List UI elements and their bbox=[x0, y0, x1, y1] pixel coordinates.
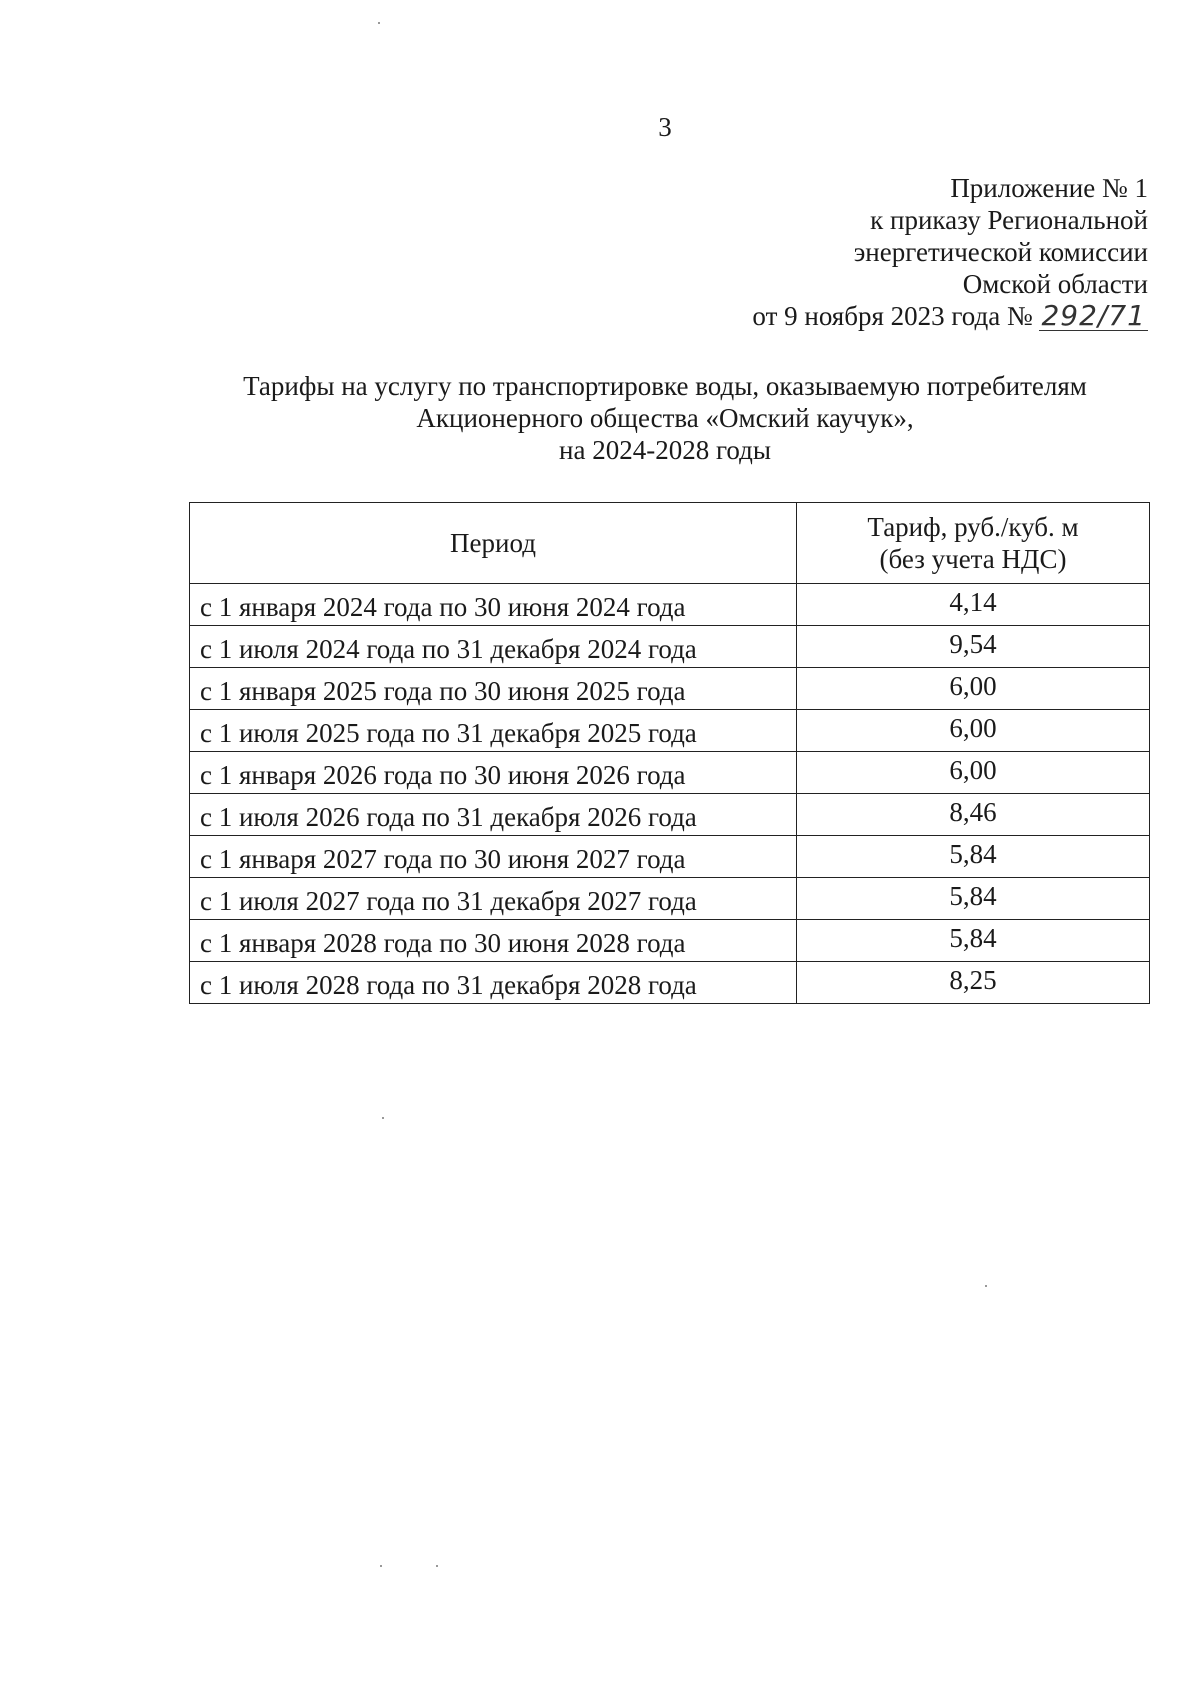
title-line-1: Тарифы на услугу по транспортировке воды, оказываемую потребителям bbox=[243, 371, 1087, 401]
period-cell: с 1 января 2026 года по 30 июня 2026 года bbox=[190, 752, 797, 794]
document-title bbox=[140, 370, 1190, 466]
handwritten-order-number: 292/71 bbox=[1041, 299, 1146, 332]
title-line-3: на 2024-2028 годы bbox=[559, 435, 771, 465]
tariff-cell: 6,00 bbox=[797, 710, 1150, 752]
appendix-title: Приложение № 1 bbox=[950, 173, 1148, 203]
table-row bbox=[190, 962, 1150, 1004]
tariff-cell: 8,25 bbox=[797, 962, 1150, 1004]
tariff-cell: 5,84 bbox=[797, 920, 1150, 962]
tariff-cell: 5,84 bbox=[797, 878, 1150, 920]
table-row bbox=[190, 878, 1150, 920]
tariff-cell: 8,46 bbox=[797, 794, 1150, 836]
table-row bbox=[190, 710, 1150, 752]
table-row bbox=[190, 920, 1150, 962]
scan-speck bbox=[380, 1565, 382, 1567]
tariff-cell: 4,14 bbox=[797, 584, 1150, 626]
tariff-cell: 5,84 bbox=[797, 836, 1150, 878]
period-cell: с 1 июля 2027 года по 31 декабря 2027 года bbox=[190, 878, 797, 920]
period-cell: с 1 июля 2026 года по 31 декабря 2026 года bbox=[190, 794, 797, 836]
period-cell: с 1 января 2024 года по 30 июня 2024 года bbox=[190, 584, 797, 626]
tariff-cell: 6,00 bbox=[797, 668, 1150, 710]
scan-speck bbox=[382, 1117, 384, 1119]
header-tariff-line-2: (без учета НДС) bbox=[879, 544, 1067, 574]
appendix-order-ref: к приказу Региональной bbox=[870, 205, 1148, 235]
table-header-row bbox=[190, 503, 1150, 584]
tariff-cell: 9,54 bbox=[797, 626, 1150, 668]
appendix-block bbox=[548, 172, 1148, 332]
scan-speck bbox=[436, 1565, 438, 1567]
period-cell: с 1 января 2027 года по 30 июня 2027 года bbox=[190, 836, 797, 878]
page-number: 3 bbox=[658, 112, 672, 142]
title-line-2: Акционерного общества «Омский каучук», bbox=[416, 403, 914, 433]
period-cell: с 1 января 2025 года по 30 июня 2025 года bbox=[190, 668, 797, 710]
scan-speck bbox=[378, 22, 380, 24]
appendix-date-line bbox=[548, 300, 1148, 332]
tariff-table-body bbox=[190, 584, 1150, 1004]
appendix-date: от 9 ноября 2023 года № bbox=[752, 301, 1033, 331]
header-tariff-line-1: Тариф, руб./куб. м bbox=[867, 512, 1079, 542]
appendix-region: Омской области bbox=[962, 269, 1148, 299]
period-cell: с 1 июля 2025 года по 31 декабря 2025 года bbox=[190, 710, 797, 752]
tariff-table bbox=[189, 502, 1150, 1004]
table-row bbox=[190, 584, 1150, 626]
period-cell: с 1 июля 2028 года по 31 декабря 2028 года bbox=[190, 962, 797, 1004]
table-row bbox=[190, 626, 1150, 668]
header-tariff bbox=[797, 503, 1150, 584]
table-row bbox=[190, 794, 1150, 836]
tariff-cell: 6,00 bbox=[797, 752, 1150, 794]
header-period: Период bbox=[190, 503, 797, 584]
table-row bbox=[190, 668, 1150, 710]
table-row bbox=[190, 836, 1150, 878]
period-cell: с 1 июля 2024 года по 31 декабря 2024 года bbox=[190, 626, 797, 668]
period-cell: с 1 января 2028 года по 30 июня 2028 года bbox=[190, 920, 797, 962]
table-row bbox=[190, 752, 1150, 794]
appendix-commission: энергетической комиссии bbox=[853, 237, 1148, 267]
scan-speck bbox=[985, 1285, 987, 1287]
